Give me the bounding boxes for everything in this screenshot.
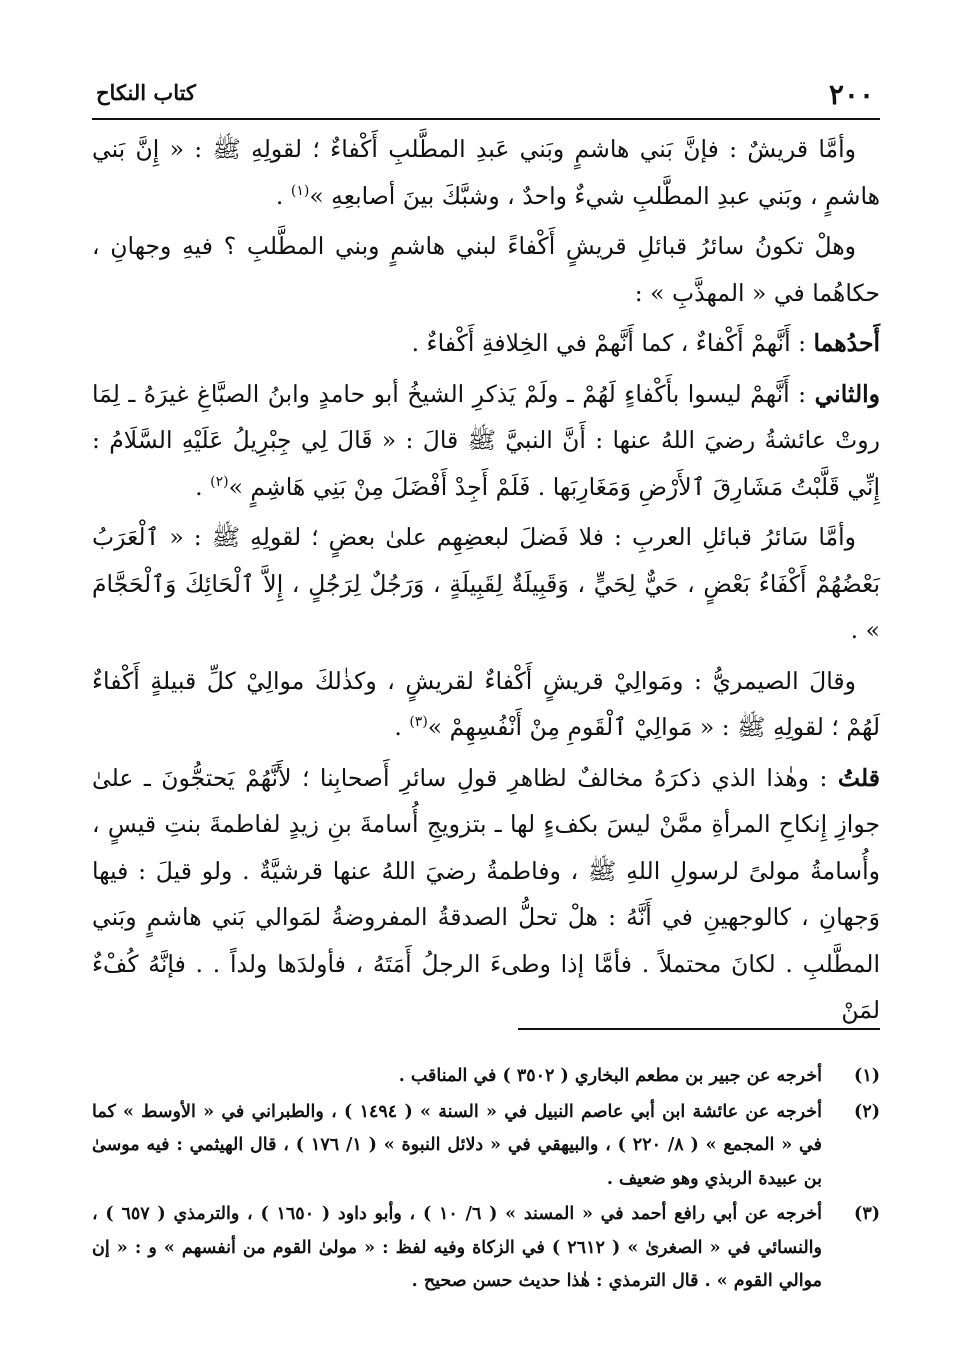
paragraph-tail: . xyxy=(394,713,410,741)
paragraph-lead: أَحدُهما xyxy=(813,329,880,357)
paragraph-first-view xyxy=(92,320,880,367)
paragraph-tail: . xyxy=(275,181,291,210)
paragraph-text: وقالَ الصيمريُّ : ومَوالِيْ قريشٍ أَكْفاءٌ لقريشٍ ، وكذٰلكَ موالِيْ كلِّ قبيلةٍ أَكْفاءٌ لَهُمْ ؛ لقولِهِ ﷺ : « مَوالِيْ ٱلْقَومِ مِنْ أَنْفُسِهِمْ » xyxy=(92,666,880,741)
paragraph-lead: والثاني xyxy=(814,379,880,408)
footnote-divider xyxy=(518,1028,880,1030)
footnote-text: أخرجه عن أبي رافع أحمد في « المسند » ( ٦/ ١٠ ) ، وأبو داود ( ١٦٥٠ ) ، والترمذي ( ٦٥٧ ) ، والنسائي في « الصغرىٰ » ( ٢٦١٢ ) في الزكاة وفيه لفظ : « مولىٰ القوم من أنفسهم » و : « إن موالي القوم » . قال الترمذي : هٰذا حديث حسن صحيح . xyxy=(92,1204,823,1291)
footnotes-section xyxy=(92,1060,880,1301)
footnote-ref: (٣) xyxy=(409,714,428,731)
footnote-ref: (٢) xyxy=(210,473,229,490)
footnote-number: (١) xyxy=(854,1066,880,1086)
footnote-item xyxy=(92,1198,880,1299)
paragraph-text: : أَنَّهمْ ليسوا بأَكْفاءٍ لَهُمْ ـ ولَمْ يَذكرِ الشيخُ أبو حامدٍ وابنُ الصبَّاغِ غيرَهُ ـ لِمَا روتْ عائشةُ رضيَ اللهُ عنها : أَنَّ النبيَّ ﷺ قالَ : « قَالَ لِي جِبْرِيلُ عَلَيْهِ السَّلَامُ : إِنِّي قَلَّبْتُ مَشَارِقَ ٱلأَرْضِ وَمَغَارِبَها . فَلَمْ أَجِدْ أَفْضَلَ مِنْ بَنِي هَاشِمٍ » xyxy=(92,379,880,501)
footnote-item xyxy=(92,1096,880,1197)
paragraph-text: : وهٰذا الذي ذكرَهُ مخالفٌ لظاهرِ قولِ سائرِ أَصحابِنا ؛ لأَنَّهُمْ يَحتجُّونَ ـ علىٰ جوازِ إِنكاحِ المرأةِ ممَّنْ ليسَ بكفءٍ لها ـ بتزويجِ أُسامةَ بنِ زيدٍ لفاطمةَ بنتِ قيسٍ ، وأُسامةُ مولىً لرسولِ اللهِ ﷺ ، وفاطمةُ رضيَ اللهُ عنها قرشيَّةٌ . ولو قيلَ : فيها وَجهانِ ، كالوجهينِ في أَنَّهُ : هلْ تحلُّ الصدقةُ المفروضةُ لمَوالي بَني هاشمٍ وبَني المطَّلبِ . لكانَ محتملاً . فأمَّا إذا وطىءَ الرجلُ أَمَتَهُ ، فأولدَها ولداً . . فإنَّهُ كُفْءٌ لمَنْ xyxy=(92,763,880,1024)
paragraph-text: وهلْ تكونُ سائرُ قبائلِ قريشٍ أَكْفاءً لبني هاشمٍ وبني المطَّلبِ ؟ فيهِ وجهانِ ، حكاهُما في « المهذَّبِ » : xyxy=(92,232,880,307)
footnote-text: أخرجه عن جبير بن مطعم البخاري ( ٣٥٠٢ ) في المناقب . xyxy=(398,1066,822,1086)
book-title: كتاب النكاح xyxy=(96,80,196,105)
paragraph-text: وأمَّا قريشٌ : فإنَّ بَني هاشمٍ وبَني عَبدِ المطَّلبِ أَكْفاءٌ ؛ لقولِهِ ﷺ : « إِنَّ بَني هاشمٍ ، وبَني عبدِ المطَّلبِ شيءٌ واحدٌ ، وشبَّكَ بينَ أصابعِهِ » xyxy=(92,135,880,210)
footnote-number: (٢) xyxy=(854,1101,880,1122)
page-number: ٢٠٠ xyxy=(828,78,874,111)
header-divider xyxy=(92,118,880,120)
footnote-text: أخرجه عن عائشة ابن أبي عاصم النبيل في « السنة » ( ١٤٩٤ ) ، والطبراني في « الأوسط » كما في « المجمع » ( ٨/ ٢٢٠ ) ، والبيهقي في « دلائل النبوة » ( ١/ ١٧٦ ) ، قال الهيثمي : فيه موسىٰ بن عبيدة الربذي وهو ضعيف . xyxy=(92,1101,822,1189)
paragraph-text: وأمَّا سَائرُ قبائلِ العربِ : فلا فَضلَ لبعضِهِم علىٰ بعضٍ ؛ لقولِهِ ﷺ : « ٱلْعَرَبُ بَعْضُهُمْ أَكْفَاءُ بَعْضٍ ، حَيٌّ لِحَيٍّ ، وَقَبِيلَةٌ لِقَبِيلَةٍ ، وَرَجُلٌ لِرَجُلٍ ، إِلاَّ ٱلْحَائِكَ وَٱلْحَجَّامَ » . xyxy=(92,523,880,644)
paragraph-text: : أَنَّهمْ أَكْفاءٌ ، كما أَنَّهمْ في الخِلافةِ أَكْفاءٌ . xyxy=(411,329,814,357)
paragraph-second-view xyxy=(92,371,880,511)
paragraph-two-views xyxy=(92,223,880,316)
paragraph-arab-tribes xyxy=(92,514,880,654)
footnote-ref: (١) xyxy=(290,182,310,199)
paragraph-saymari xyxy=(92,658,880,751)
footnote-number: (٣) xyxy=(854,1204,880,1224)
footnote-item xyxy=(92,1060,880,1094)
paragraph-lead: قلتُ xyxy=(837,763,880,792)
paragraph-author-comment xyxy=(92,755,880,1034)
page-header xyxy=(92,74,880,116)
paragraph-tail: . xyxy=(195,472,211,501)
paragraph-quraysh xyxy=(92,126,880,219)
main-text xyxy=(92,126,880,1038)
